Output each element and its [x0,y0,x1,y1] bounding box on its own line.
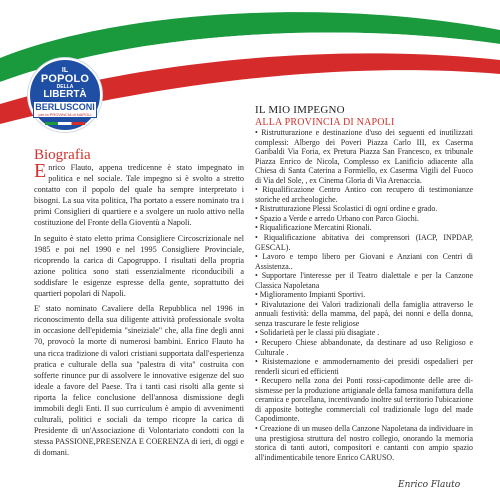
impegno-item: • Risistemazione e ammodernamento dei presidi ospedalieri per renderli sicuri ed efficienti [255,357,473,376]
signature: Enrico Flauto [398,480,461,490]
impegno-item: • Riqualificazione abitativa dei comprensori (IACP, INPDAP, GESCAL). [255,233,473,252]
logo-line3: DELLA [56,84,74,90]
impegno-item: • Spazio a Verde e arredo Urbano con Parco Giochi. [255,214,473,224]
biografia-title: Biografia [34,147,91,163]
logo-line1: IL [61,67,69,74]
impegno-item: • Recupero Chiese abbandonate, da destinare ad uso Religioso e Culturale . [255,338,473,357]
bio-paragraph-1 [34,162,244,229]
impegno-item: • Ristrutturazione Plessi Scolastici di ogni ordine e grado. [255,204,473,214]
impegno-item: • Recupero nella zona dei Ponti rossi-capodimonte delle aree di-sismesse per la produzione artigianale della famosa manifattura della ceramica e porcellana, incentivando inoltre sul territorio l'ubicazione di apposite botteghe commerciali col tradizionale logo del made Capodimonte. [255,376,473,424]
logo-flag-stripe [45,122,85,125]
impegno-subtitle: ALLA PROVINCIA DI NAPOLI [255,117,395,128]
impegno-item: • Miglioramento Impianti Sportivi. [255,290,473,300]
impegno-item: • Rivalutazione dei Valori tradizionali della famiglia attraverso le annuali festività: della mamma, del papà, dei nonni e della donna, senza trascurare le feste religiose [255,300,473,329]
logo-line2: POPOLO [40,73,90,85]
impegno-list [255,128,473,462]
party-logo [28,58,102,132]
impegno-item: • Supportare l'interesse per il Teatro dialettale e per la Canzone Classica Napoletana [255,271,473,290]
logo-subtitle: per la PROVINCIA di NAPOLI [38,112,92,117]
bio-paragraph-3: E' stato nominato Cavaliere della Repubblica nel 1996 in riconoscimento della sua diligente attività professionale svolta in occasione dell'epidemia "sineiziale" che, alla fine degli anni 70, provocò la morte di numerosi bambini. Enrico Flauto ha una ricca tradizione di valori cristiani supportata dall'esperienza pratica e culturale della sua "palestra di vita" costruita con sofferte rinunce pur di assolvere le innovative esigenze del suo ideale a favore del Paese. Tra i tanti casi risolti alla gente si riporta la felice conclusione dell'annosa dismissione degli immobili degli Enti. Il suo curriculum è ampio di avvenimenti culturali, politici e sociali da tempo ricopre la carica di Presidente di un'Associazione di Volontariato condotti con la stessa PASSIONE,PRESENZA E COERENZA di ieri, di oggi e di domani. [34,304,244,458]
biografia-text [34,162,244,462]
impegno-item: • Riqualificazione Mercatini Rionali. [255,223,473,233]
impegno-item: • Creazione di un museo della Canzone Napoletana da individuare in una prestigiosa struttura del nostro collegio, onorando la memoria storica di tanti autori, compositori e cantanti con ampio spazio all'indimenticabile tenore Enrico CARUSO. [255,424,473,462]
bio-paragraph-2: In seguito è stato eletto prima Consigliere Circoscrizionale nel 1985 e poi nel 1990 e nel 1995 Consigliere Provinciale, ricoprendo la carica di Capogruppo. I risultati della propria azione politica sono stati essenzialmente riconducibili a soddisfare le esigenze espresse della gente, soprattutto dei quartieri popolari di Napoli. [34,233,244,299]
impegno-item: • Ristrutturazione e destinazione d'uso dei seguenti ed inutilizzati complessi: Albergo dei Poveri Piazza Carlo III, ex Caserma Garibaldi Via Foria, ex Pretura Piazza San Francesco, ex tribunale Piazza Enrico de Nicola, Complesso ex Lanificio adiacente alla Chiesa di Santa Caterina a Formiello, ex Caserma Vigili del Fuoco di Via del Sole, , ex Cinema Gloria di Via Arenaccia. [255,128,473,185]
bio-paragraph-1-text: nrico Flauto, appena tredicenne è stato impegnato in politica e nel sociale. Tale impegno si è svolto a stretto contatto con il popolo del quale ha sempre interpretato i bisogni. La sua vita politica, l'ha portato a essere nominato tra i primi Consiglieri di quartiere e a svolgere un ruolo attivo nella costituzione del Fronte della Gioventù a Napoli. [34,163,244,228]
logo-name-badge [33,101,97,118]
logo-line4: LIBERTÀ [43,89,87,100]
impegno-item: • Solidarietà per le classi più disagiate . [255,328,473,338]
impegno-item: • Riqualificazione Centro Antico con recupero di testimonianze storiche ed archeologiche. [255,185,473,204]
impegno-title: IL MIO IMPEGNO [255,104,345,116]
bio-dropcap: E [34,160,47,182]
logo-name: BERLUSCONI [35,102,95,112]
impegno-item: • Lavoro e tempo libero per Giovani e Anziani con Centri di Assistenza.. [255,252,473,271]
